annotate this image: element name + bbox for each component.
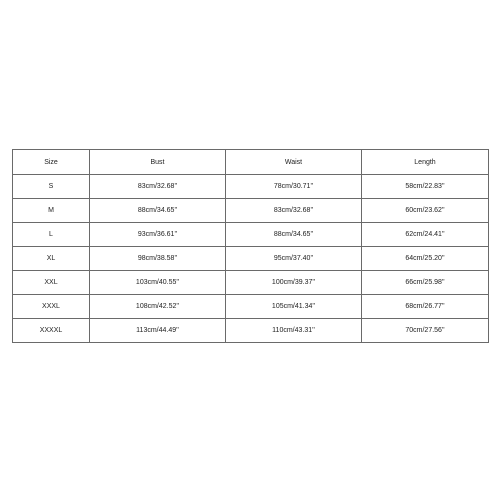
waist-cell: 78cm/30.71'' bbox=[226, 175, 362, 199]
size-chart-table bbox=[12, 149, 489, 343]
waist-cell: 100cm/39.37'' bbox=[226, 271, 362, 295]
header-size: Size bbox=[13, 150, 90, 175]
length-cell: 62cm/24.41'' bbox=[362, 223, 489, 247]
header-waist: Waist bbox=[226, 150, 362, 175]
length-cell: 68cm/26.77'' bbox=[362, 295, 489, 319]
length-cell: 70cm/27.56'' bbox=[362, 319, 489, 343]
size-cell: M bbox=[13, 199, 90, 223]
bust-cell: 103cm/40.55'' bbox=[90, 271, 226, 295]
bust-cell: 113cm/44.49'' bbox=[90, 319, 226, 343]
size-cell: S bbox=[13, 175, 90, 199]
size-cell: L bbox=[13, 223, 90, 247]
length-cell: 64cm/25.20'' bbox=[362, 247, 489, 271]
size-cell: XXXL bbox=[13, 295, 90, 319]
table-row bbox=[13, 319, 489, 343]
bust-cell: 88cm/34.65'' bbox=[90, 199, 226, 223]
bust-cell: 98cm/38.58'' bbox=[90, 247, 226, 271]
waist-cell: 95cm/37.40'' bbox=[226, 247, 362, 271]
table-header-row bbox=[13, 150, 489, 175]
length-cell: 60cm/23.62'' bbox=[362, 199, 489, 223]
length-cell: 66cm/25.98'' bbox=[362, 271, 489, 295]
bust-cell: 83cm/32.68'' bbox=[90, 175, 226, 199]
size-cell: XXL bbox=[13, 271, 90, 295]
size-cell: XL bbox=[13, 247, 90, 271]
table-row bbox=[13, 271, 489, 295]
size-cell: XXXXL bbox=[13, 319, 90, 343]
table-row bbox=[13, 247, 489, 271]
table-row bbox=[13, 295, 489, 319]
length-cell: 58cm/22.83'' bbox=[362, 175, 489, 199]
bust-cell: 93cm/36.61'' bbox=[90, 223, 226, 247]
header-bust: Bust bbox=[90, 150, 226, 175]
waist-cell: 88cm/34.65'' bbox=[226, 223, 362, 247]
header-length: Length bbox=[362, 150, 489, 175]
table-row bbox=[13, 175, 489, 199]
table-row bbox=[13, 223, 489, 247]
bust-cell: 108cm/42.52'' bbox=[90, 295, 226, 319]
waist-cell: 110cm/43.31'' bbox=[226, 319, 362, 343]
table-row bbox=[13, 199, 489, 223]
waist-cell: 105cm/41.34'' bbox=[226, 295, 362, 319]
waist-cell: 83cm/32.68'' bbox=[226, 199, 362, 223]
